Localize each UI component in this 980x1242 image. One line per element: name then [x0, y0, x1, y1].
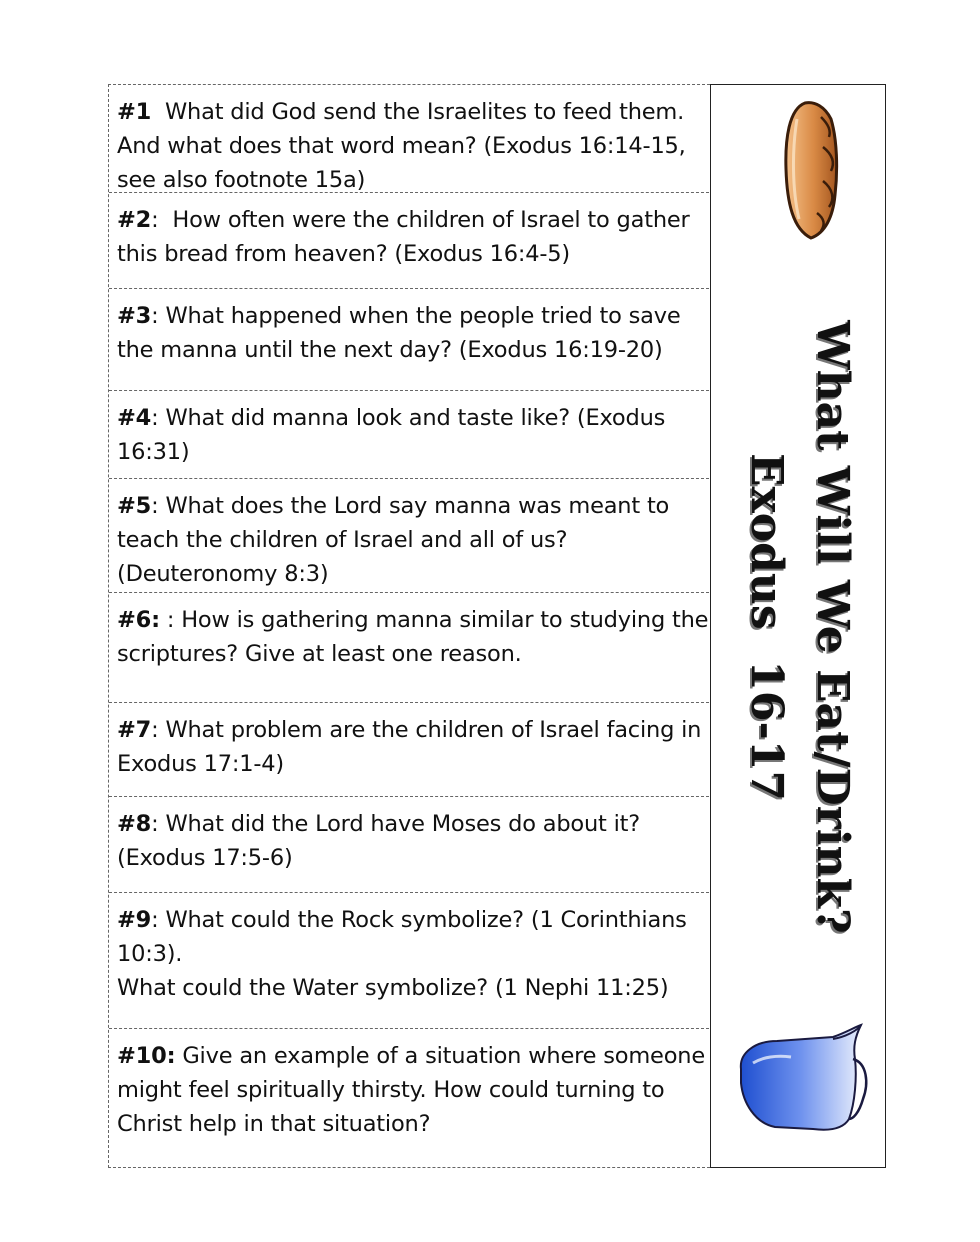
question-9 [109, 893, 709, 1029]
water-pitcher-icon [733, 1023, 873, 1133]
question-8-line-2: (Exodus 17:5-6) [117, 845, 293, 871]
question-1-line-2: And what does that word mean? (Exodus 16:14-15, [117, 133, 686, 159]
question-4 [109, 391, 709, 479]
question-1-number: #1 [117, 99, 152, 125]
question-2 [109, 193, 709, 289]
question-8-number: #8 [117, 811, 152, 837]
question-5 [109, 479, 709, 593]
question-9-number: #9 [117, 907, 152, 933]
question-4-line-1: #4: What did manna look and taste like? (Exodus [117, 405, 666, 431]
title-line-2: Exodus 16-17 [741, 452, 792, 801]
question-1 [109, 85, 709, 193]
question-3 [109, 289, 709, 391]
question-6-line-2: scriptures? Give at least one reason. [117, 641, 522, 667]
question-4-number: #4 [117, 405, 152, 431]
question-9-line-2: 10:3). [117, 941, 183, 967]
question-10-number: #10: [117, 1043, 176, 1069]
question-8-line-1: #8: What did the Lord have Moses do about it? [117, 811, 641, 837]
question-2-line-1: #2: How often were the children of Israel to gather [117, 207, 690, 233]
title-panel [710, 84, 886, 1168]
question-7-number: #7 [117, 717, 152, 743]
question-10-line-2: might feel spiritually thirsty. How could turning to [117, 1077, 665, 1103]
question-2-line-2: this bread from heaven? (Exodus 16:4-5) [117, 241, 570, 267]
question-9-line-1: #9: What could the Rock symbolize? (1 Corinthians [117, 907, 687, 933]
question-4-line-2: 16:31) [117, 439, 190, 465]
question-8 [109, 797, 709, 893]
question-3-line-2: the manna until the next day? (Exodus 16:19-20) [117, 337, 663, 363]
questions-column [108, 84, 710, 1168]
question-2-number: #2 [117, 207, 152, 233]
question-1-line-1: #1 What did God send the Israelites to feed them. [117, 99, 685, 125]
question-3-line-1: #3: What happened when the people tried to save [117, 303, 681, 329]
title-line-1: What Will We Eat/Drink? [807, 320, 858, 934]
question-7-line-1: #7: What problem are the children of Israel facing in [117, 717, 702, 743]
worksheet-title [733, 320, 865, 934]
question-5-number: #5 [117, 493, 152, 519]
question-10-line-1: #10: Give an example of a situation where someone [117, 1043, 705, 1069]
question-5-line-2: teach the children of Israel and all of us? [117, 527, 568, 553]
title-area [711, 85, 887, 1169]
question-5-line-3: (Deuteronomy 8:3) [117, 561, 329, 587]
question-9-line-3: What could the Water symbolize? (1 Nephi 11:25) [117, 975, 669, 1001]
question-10-line-3: Christ help in that situation? [117, 1111, 431, 1137]
question-6-number: #6: [117, 607, 160, 633]
worksheet [108, 84, 886, 1168]
question-7-line-2: Exodus 17:1-4) [117, 751, 284, 777]
question-6 [109, 593, 709, 703]
question-3-number: #3 [117, 303, 152, 329]
question-5-line-1: #5: What does the Lord say manna was meant to [117, 493, 670, 519]
question-10 [109, 1029, 709, 1169]
question-7 [109, 703, 709, 797]
question-1-line-3: see also footnote 15a) [117, 167, 366, 193]
question-6-line-1: #6: : How is gathering manna similar to studying the [117, 607, 709, 633]
